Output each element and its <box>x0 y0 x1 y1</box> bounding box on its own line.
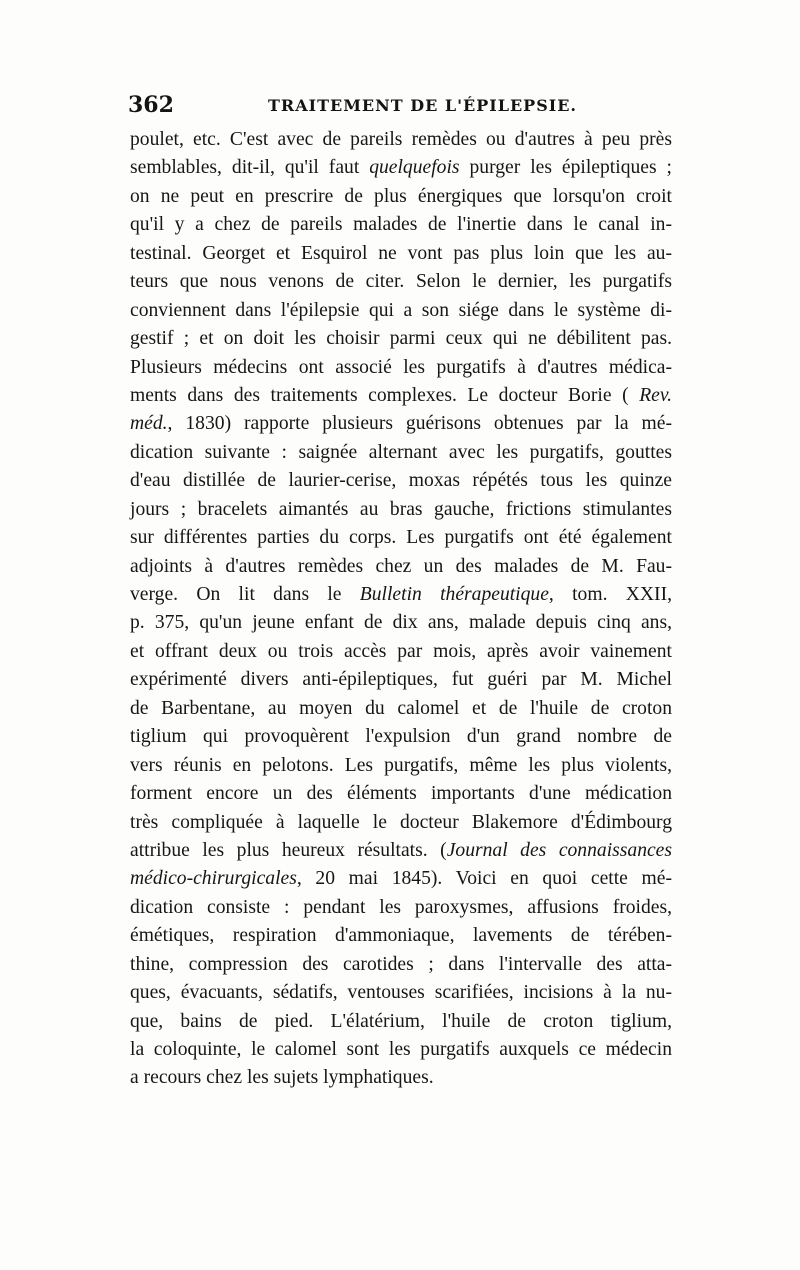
text-segment: verge. On lit dans le <box>130 584 360 605</box>
page-number: 362 <box>128 92 174 118</box>
text-line: ques, évacuants, sédatifs, ventouses scarifiées, incisions à la nu- <box>130 982 672 1004</box>
text-line <box>130 865 672 893</box>
text-segment: , 20 mai 1845). Voici en quoi cette mé- <box>296 868 672 890</box>
text-line: et offrant deux ou trois accès par mois, après avoir vainement <box>130 640 672 662</box>
text-line: dication suivante : saignée alternant avec les purgatifs, gouttes <box>130 441 672 463</box>
italic-text: méd. <box>130 413 168 435</box>
text-line: tiglium qui provoquèrent l'expulsion d'un grand nombre de <box>130 726 672 748</box>
italic-text: quelquefois <box>369 157 460 179</box>
text-segment: semblables, dit-il, qu'il faut <box>130 157 370 179</box>
body-text <box>130 126 672 1093</box>
text-line: émétiques, respiration d'ammoniaque, lavements de térében- <box>130 925 672 947</box>
text-line: Plusieurs médecins ont associé les purgatifs à d'autres médica- <box>130 356 672 378</box>
text-line: on ne peut en prescrire de plus énergiques que lorsqu'on croit <box>130 185 672 207</box>
page-header <box>128 92 678 122</box>
text-line: gestif ; et on doit les choisir parmi ceux qui ne débilitent pas. <box>130 328 672 350</box>
text-segment: , 1830) rapporte plusieurs guérisons obtenues par la mé- <box>167 413 672 435</box>
text-line: p. 375, qu'un jeune enfant de dix ans, malade depuis cinq ans, <box>130 612 672 634</box>
text-line: dication consiste : pendant les paroxysmes, affusions froides, <box>130 896 672 918</box>
text-segment: , tom. XXII, <box>548 584 672 605</box>
text-line: expérimenté divers anti-épileptiques, fut guéri par M. Michel <box>130 669 672 691</box>
text-line: forment encore un des éléments importants d'une médication <box>130 783 672 805</box>
running-title: TRAITEMENT DE L'ÉPILEPSIE. <box>268 96 577 115</box>
italic-text: Bulletin thérapeutique <box>359 584 549 605</box>
text-line: que, bains de pied. L'élatérium, l'huile de croton tiglium, <box>130 1010 672 1032</box>
text-line <box>130 410 672 438</box>
text-line: de Barbentane, au moyen du calomel et de l'huile de croton <box>130 697 672 719</box>
text-segment: attribue les plus heureux résultats. ( <box>130 839 447 861</box>
text-line: très compliquée à laquelle le docteur Blakemore d'Édimbourg <box>130 811 672 833</box>
text-line: poulet, etc. C'est avec de pareils remèdes ou d'autres à peu près <box>130 129 672 150</box>
text-segment: purger les épileptiques ; <box>459 157 672 179</box>
text-segment: ments dans des traitements complexes. Le docteur Borie ( <box>130 384 640 406</box>
italic-text: Rev. <box>639 384 672 406</box>
text-line: qu'il y a chez de pareils malades de l'inertie dans le canal in- <box>130 214 672 236</box>
italic-text: médico-chirurgicales <box>130 868 297 890</box>
text-line: conviennent dans l'épilepsie qui a son siége dans le système di- <box>130 299 672 321</box>
text-line <box>130 382 672 410</box>
text-line: sur différentes parties du corps. Les purgatifs ont été également <box>130 527 672 549</box>
text-line: testinal. Georget et Esquirol ne vont pas plus loin que les au- <box>130 242 672 264</box>
text-line: vers réunis en pelotons. Les purgatifs, même les plus violents, <box>130 754 672 776</box>
text-line: teurs que nous venons de citer. Selon le dernier, les purgatifs <box>130 271 672 293</box>
text-line: adjoints à d'autres remèdes chez un des malades de M. Fau- <box>130 555 672 577</box>
text-line: la coloquinte, le calomel sont les purgatifs auxquels ce médecin <box>130 1039 672 1060</box>
text-line <box>130 837 672 865</box>
italic-text: Journal des connaissances <box>446 839 673 861</box>
text-line <box>130 154 672 182</box>
text-line <box>130 581 672 609</box>
text-line: d'eau distillée de laurier-cerise, moxas répétés tous les quinze <box>130 470 672 492</box>
text-line: thine, compression des carotides ; dans l'intervalle des atta- <box>130 953 672 975</box>
text-line: a recours chez les sujets lymphatiques. <box>130 1067 434 1089</box>
text-line: jours ; bracelets aimantés au bras gauche, frictions stimulantes <box>130 498 672 520</box>
